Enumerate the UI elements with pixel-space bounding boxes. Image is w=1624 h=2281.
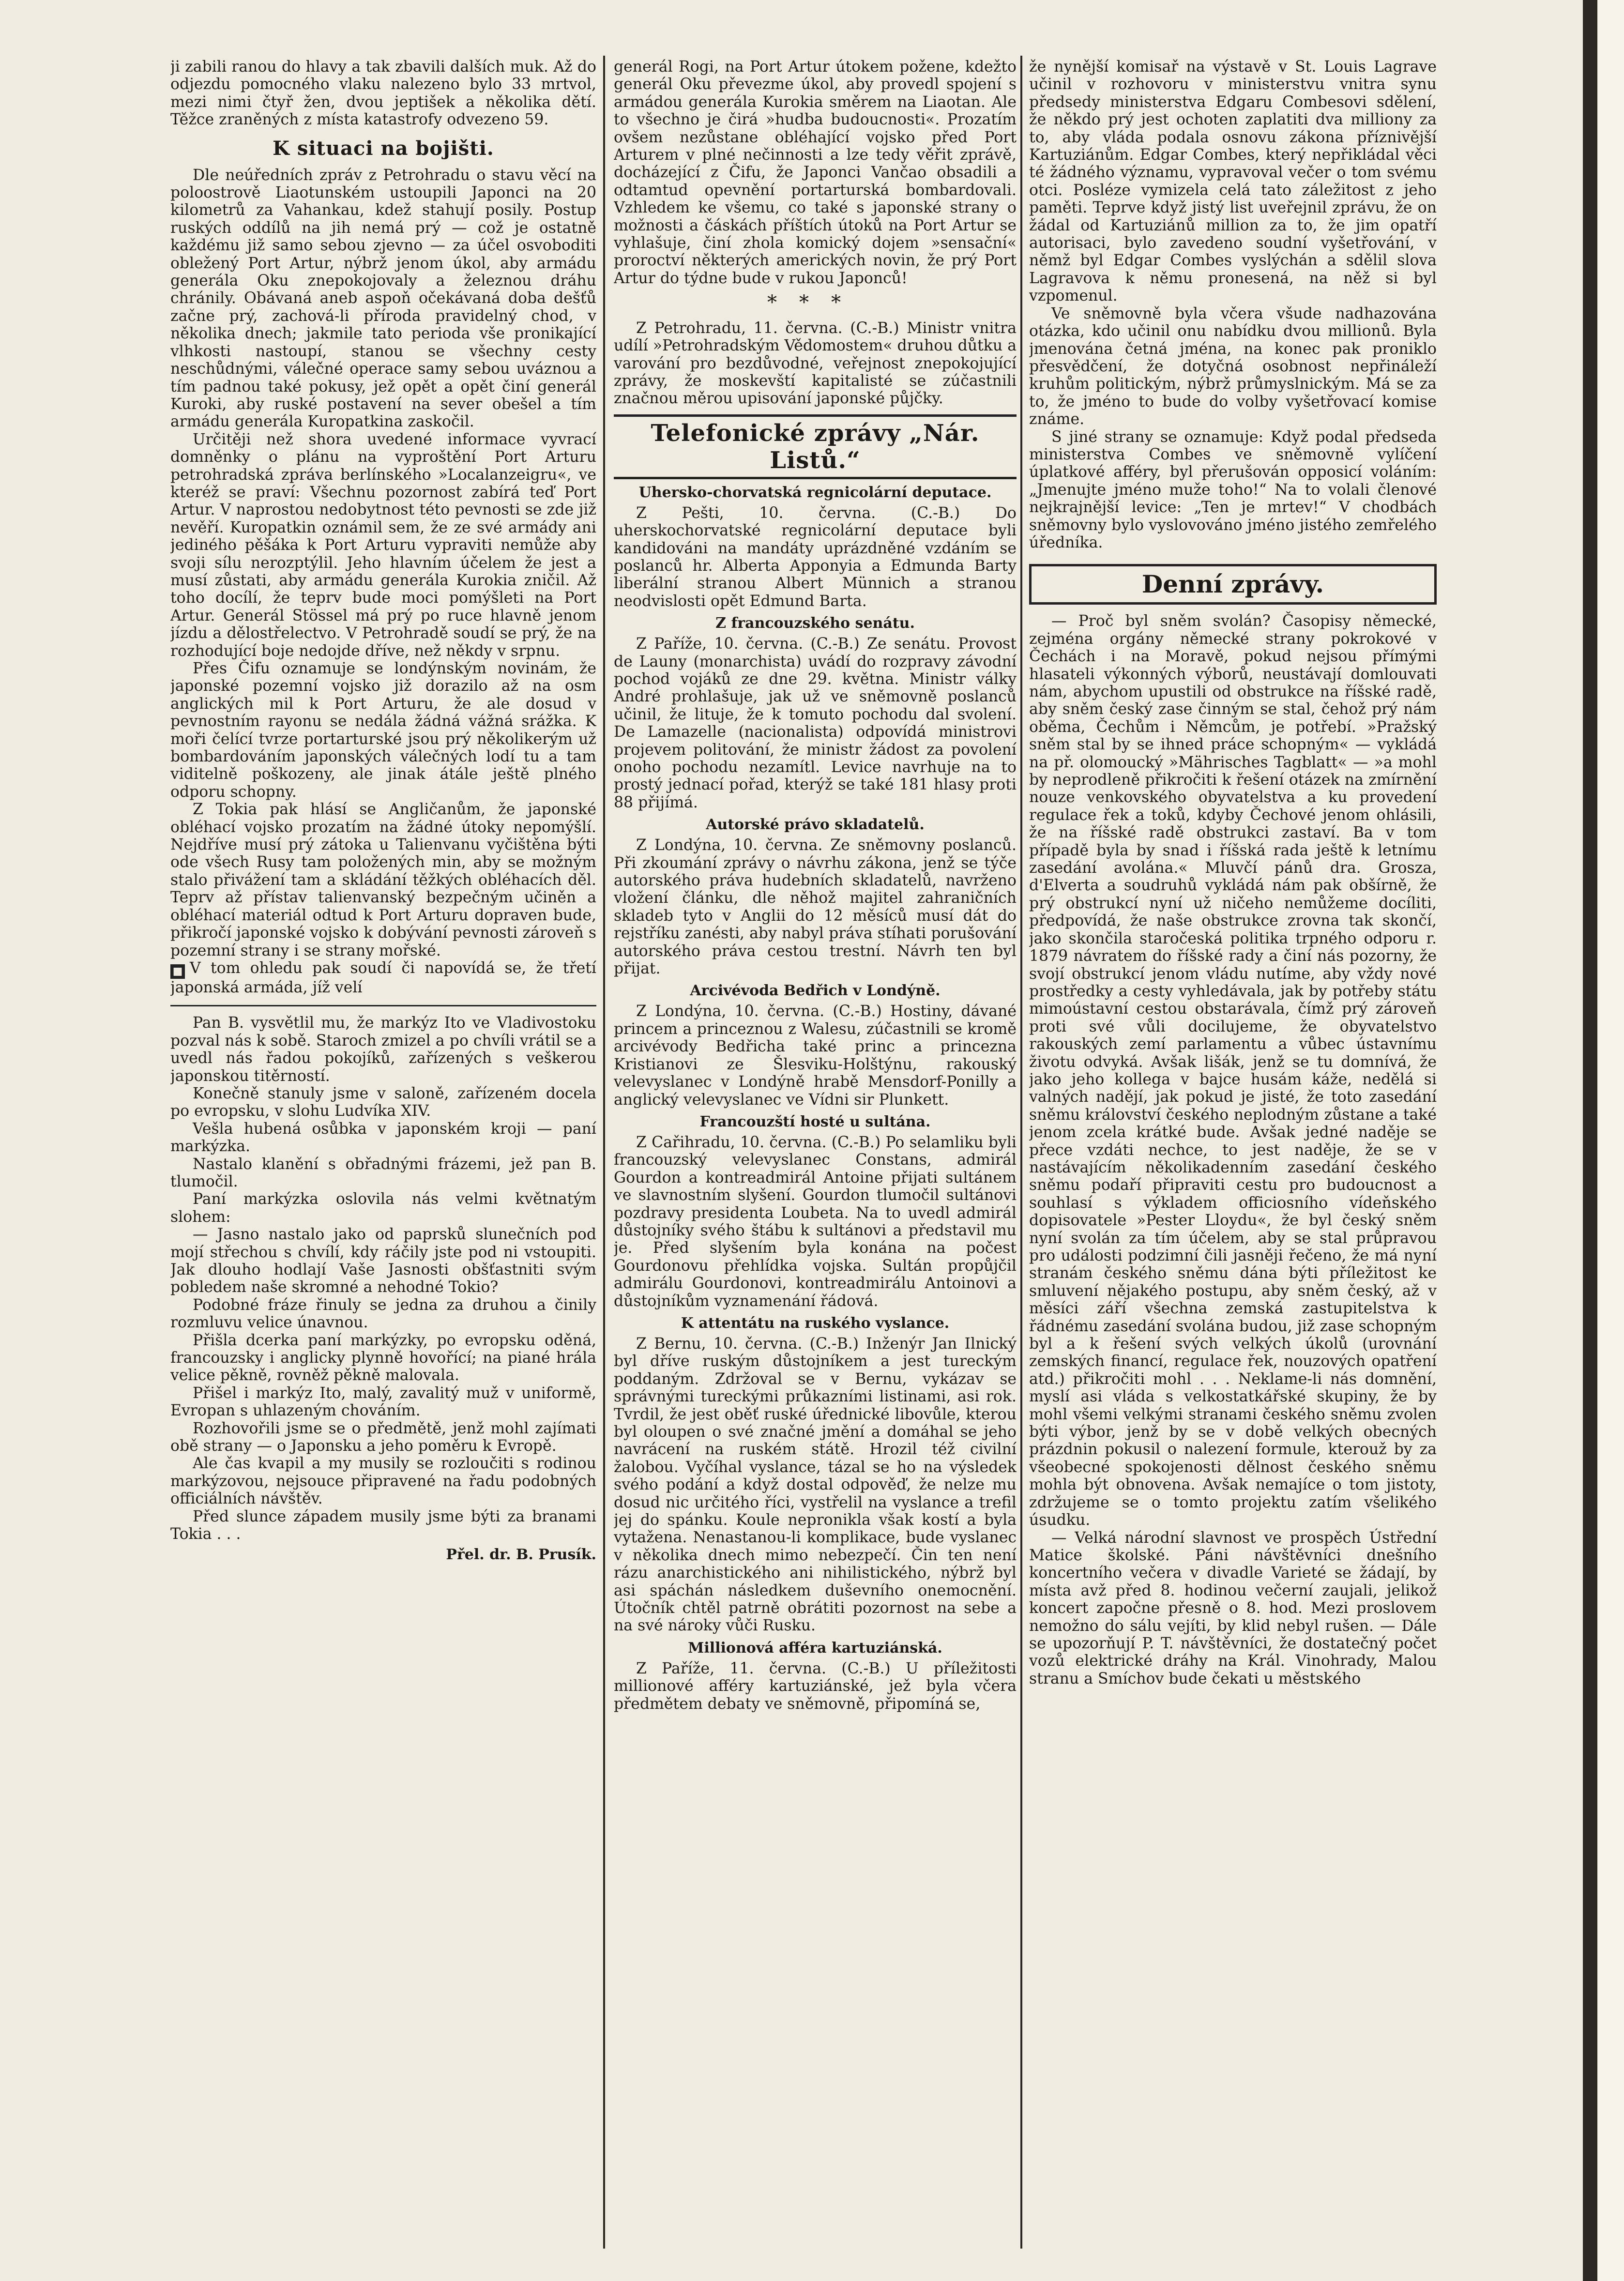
article-paragraph: že nynější komisař na výstavě v St. Louis Lagrave učinil v rozhovoru v ministerstvu vnitra synu předsedy ministerstva Edgaru Combesovi sdělení, že někdo prý jest ochoten zaplatiti dva milliony za to, aby vláda podala osnovu zákona příznivější Kartuziánům. Edgar Combes, který nepřikládal věci té žádného významu, vypravoval večer o tom svému otci. Posléze vymizela celá tato záležitost z jeho paměti. Teprve když jistý list uveřejnil zprávu, že on žádal od Kartuziánů million za to, že jim opatří autorisaci, bylo zavedeno soudní vyšetřování, v němž byl Edgar Combes vyslýchán a sdělil slova Lagravova k němu pronesená, na něž si byl vzpomenul. [1029,58,1437,305]
column-2 [614,58,1017,2266]
feuilleton-paragraph: Paní markýzka oslovila nás velmi květnatým slohem: [170,1190,596,1226]
column-rule-1 [603,56,605,2249]
news-heading: Z francouzského senátu. [715,615,915,632]
news-paragraph: Z Cařihradu, 10. června. (C.-B.) Po selamliku byli francouzský velevyslanec Constans, admirál Gourdon a kontreadmirál Antoine přijati sultánem ve slavnostním slyšení. Gourdon tlumočil sultánovi pozdravy presidenta Loubeta. Na to uvedl admirál důstojníky svého štábu k sultánovi a představil mu je. Před slyšením byla konána na počest Gourdonovu přehlídka vojska. Sultán propůjčil admirálu Gourdonovi, kontreadmirálu Antoinovi a důstojníkům vyznamenání řádová. [614,1133,1017,1310]
news-paragraph: Z Pešti, 10. června. (C.-B.) Do uherskochorvatské regnicolární deputace byli kandidováni na mandáty uprázdněné vzdáním se poslanců hr. Alberta Apponyia a Edmunda Barty liberální stranou Albert Münnich a stranou neodvislosti opět Edmund Barta. [614,504,1017,610]
article-paragraph: — Proč byl sněm svolán? Časopisy německé, zejména orgány německé strany pokrokové v Čechách i na Moravě, pokud nejsou přímými hlasateli výkonných výborů, neustávají domlouvati nám, abychom upustili od obstrukce na říšské radě, aby sněm český zase činným se stal, čehož prý nám oběma, Čechům i Němcům, je potřebí. »Pražský sněm stal by se ihned práce schopným« — vykládá na př. olomoucký »Mährisches Tagblatt« — »a mohl by neprodleně přikročiti k řešení otázek na zmírnění nouze venkovského obyvatelstva a ku provedení regulace řek a toků, kdyby Čechové jenom ohlásili, že na říšské radě obstrukci zastaví. Ba v tom případě byla by snad i říšská rada ještě k letnímu zasedání avolána.« Mluvčí pánů dra. Grosza, d'Elverta a soudruhů vykládá nám pak obšírně, že prý obstrukcí nyní už ničeho nemůžeme docíliti, předpovídá, že naše obstrukce zrovna tak skončí, jako skončila staročeská politika trpného odporu r. 1879 návratem do říšské rady a činí nás pozorny, že svojí obstrukcí jenom vládu nutíme, aby vždy nové prostředky a cesty vyhledávala, jak by potřeby státu mimoústavní cestou obstarávala, čímž prý zároveň proti své vůli docilujeme, že obyvatelstvo rakouských zemí parlamentu a vůbec ústavnímu životu odvyká. Avšak lišák, jenž se tu domnívá, že jako jeho kollega v bajce husám káže, nedělá si valných nadějí, jak pokud je jisté, že toto zasedání sněmu království českého neplodným zůstane a také jenom zcela krátké bude. Avšak jedné naděje se přece vzdáti nechce, to jest naděje, že se v nastávajícím několikadenním zasedání českého sněmu podaří připraviti cestu pro budoucnost a souhlasí s výkladem officiosního vídeňského dopisovatele »Pester Lloydu«, že byl český sněm nyní svolán za tím účelem, aby se stal průpravou pro události podzimní čili jasněji řečeno, že má nyní stranám českého sněmu dána býti příležitost ke smluvení nějakého postupu, aby sněm český, až v měsíci září všechna zemská zastupitelstva k řádnému zasedání svolána budou, již zase schopným byl a k řešení svých velkých úkolů (urovnání zemských financí, regulace řek, nouzových opatření atd.) přikročiti mohl . . . Neklame-li nás domnění, myslí asi vláda s velkostatkářské skupiny, že by mohl všemi velkými stranami českého sněmu zvolen býti výbor, jenž by se v době velkých obecných prázdnin pokusil o nalezení formule, kterouž by za všeobecné spokojenosti dělnost českého sněmu mohla být obnovena. Avšak nemajíce o tom jistoty, zdržujeme se o tomto projektu zatím všelikého úsudku. [1029,612,1437,1529]
article-paragraph: ■ V tom ohledu pak soudí či napovídá se, že třetí japonská armáda, jíž velí [170,959,596,996]
article-paragraph: S jiné strany se oznamuje: Když podal předseda ministerstva Combes ve sněmovně vylíčení úplatkové afféry, byl přerušován opposicí voláním: „Jmenujte jméno muže toho!“ Na to volali členové nejkrajnější levice: „Ten je mrtev!“ V chodbách sněmovny bylo vyslovováno jméno jistého zemřelého úředníka. [1029,428,1437,551]
feuilleton-paragraph: — Jasno nastalo jako od paprsků slunečních pod mojí střechou s chvílí, kdy ráčily jste pod ni vstoupiti. Jak dlouho hodlají Vaše Jasnosti obšťastniti svým pobledem naše skromné a nehodné Tokio? [170,1226,596,1296]
telephone-news-banner: Telefonické zprávy „Nár. Listů.“ [614,414,1017,479]
feuilleton-paragraph: Přišel i markýz Ito, malý, zavalitý muž v uniformě, Evropan s uhlazeným chováním. [170,1384,596,1420]
article-paragraph: Z Tokia pak hlásí se Angličanům, že japonské obléhací vojsko prozatím na žádné útoky nepomýšlí. Nejdříve musí prý zátoka u Talienvanu vyčištěna býti ode všech Rusy tam položených min, aby se možným stalo přivážení tam a skládání těžkých obléhacích děl. Teprv až přístav talienvanský bezpečným učiněn a obléhací materiál odtud k Port Arturu dopraven bude, přikročí japonské vojsko k dobývání pevnosti zároveň s pozemní strany i se strany mořské. [170,801,596,959]
feuilleton-paragraph: Konečně stanuly jsme v saloně, zařízeném docela po evropsku, v slohu Ludvíka XIV. [170,1084,596,1120]
column-1 [170,58,596,2266]
daily-news-banner: Denní zprávy. [1029,564,1437,605]
news-heading: Uhersko-chorvatská regnicolární deputace. [638,484,992,501]
news-heading: Autorské právo skladatelů. [706,816,925,834]
news-paragraph: Z Paříže, 11. června. (C.-B.) U příležitosti millionové afféry kartuziánské, jež byla včera předmětem debaty ve sněmovně, připomíná se, [614,1659,1017,1713]
feuilleton-paragraph: Vešla hubená osůbka v japonském kroji — paní markýzka. [170,1120,596,1156]
column-rule-2 [1020,56,1022,2249]
article-paragraph: — Velká národní slavnost ve prospěch Ústřední Matice školské. Páni návštěvníci dnešního koncertního večera v divadle Varieté se žádají, by místa avž před 8. hodinou večerní zaujali, jelikož koncert započne přesně o 8. hod. Mezi proslovem nemožno do sálu vejíti, by klid nebyl rušen. — Dále se upozorňují P. T. návštěvníci, že dostatečný počet vozů elektrické dráhy na Král. Vinohrady, Malou stranu a Smíchov bude čekati u městského [1029,1529,1437,1688]
section-separator-stars: *** [767,291,863,314]
column-3 [1029,58,1437,2266]
feuilleton-divider [170,1005,596,1006]
article-paragraph: Přes Čifu oznamuje se londýnským novinám, že japonské pozemní vojsko již dorazilo až na osm anglických mil k Port Arturu, že ale dosud v pevnostním rayonu se nedála žádná vážná srážka. K moři čelící tvrze portarturské jsou prý několikerým už bombardováním japonských válečných lodí tu a tam viditelně poškozeny, ale jinak átále ještě plného odporu schopny. [170,660,596,801]
feuilleton-paragraph: Pan B. vysvětlil mu, že markýz Ito ve Vladivostoku pozval nás k sobě. Staroch zmizel a po chvíli vrátil se a uvedl nás řadou pokojíků, zařízených s veškerou japonskou titěrností. [170,1014,596,1085]
feuilleton-paragraph: Ale čas kvapil a my musily se rozloučiti s rodinou markýzovou, nejsouce připravené na řadu podobných officiálních návštěv. [170,1455,596,1508]
article-paragraph: generál Rogi, na Port Artur útokem požene, kdežto generál Oku převezme úkol, aby provedl spojení s armádou generála Kurokia směrem na Liaotan. Ale to všechno je čirá »hudba budoucnosti«. Prozatím ovšem nezůstane obléhající vojsko před Port Arturem v plné nečinnosti a lze tedy věřit zprávě, docházející z Čifu, že Japonci Vančao obsadili a odtamtud opevnění portarturská bombardovali. Vzhledem ke všemu, co také s japonské strany o možnosti a čáskách příštích útoků na Port Artur se vyhlašuje, činí zhola komický dojem »sensační« proroctví některých amerických novin, že prý Port Artur do týdne bude v rukou Japonců! [614,58,1017,287]
article-paragraph: Určitěji než shora uvedené informace vyvrací domněnky o plánu na vyproštění Port Arturu petrohradská zpráva berlínského »Localanzeigru«, ve kteréž se praví: Všechnu pozornost zabírá teď Port Artur. V naprostou nedobytnost této pevnosti se zde již nevěří. Kuropatkin oznámil sem, že ze své armády ani jediného pěšáka k Port Arturu vypraviti nemůže aby svoji sílu nerozptýlil. Jeho hlavním účelem že jest a musí zůstati, aby armádu generála Kurokia zničil. Až toho docílí, že teprv bude moci pomýšleti na Port Artur. Generál Stössel má prý po ruce hlavně jenom jízdu a dělostřelectvo. V Petrohradě soudí se prý, že na rozhodující boje nedojde dříve, než někdy v srpnu. [170,430,596,660]
article-paragraph: Dle neúředních zpráv z Petrohradu o stavu věcí na poloostrově Liaotunském ustoupili Japonci na 20 kilometrů za Vahankau, kdež stahují posily. Postup ruských oddílů na jih nemá prý — což je ostatně každému již samo sebou zjevno — za účel osvoboditi obležený Port Artur, nýbrž jenom úkol, aby armádu generála Oku znepokojovaly a železnou dráhu chránily. Obávaná aneb aspoň očekávaná doba dešťů začne prý, zachová-li příroda pravidelný chod, v několika dnech; jakmile tato perioda vše pronikající vlhkosti nastoupí, stanou se všechny cesty neschůdnými, válečné operace samy sebou uváznou a tím padnou také pokusy, jež opět a opět činí generál Kuroki, aby ruské postavení na sever obešel a tím armádu generála Kuropatkina zaskočil. [170,166,596,431]
feuilleton-paragraph: Podobné fráze řinuly se jedna za druhou a činily rozmluvu velice únavnou. [170,1296,596,1332]
section-heading: K situaci na bojišti. [273,137,494,160]
feuilleton-paragraph: Před slunce západem musily jsme býti za branami Tokia . . . [170,1507,596,1543]
news-paragraph: Z Bernu, 10. června. (C.-B.) Inženýr Jan Ilnický byl dříve ruským důstojníkem a jest tureckým poddaným. Zdržoval se v Bernu, vykázav se správnými tureckými průkazními listinami, asi rok. Tvrdil, že jest oběť ruské úřednické libovůle, kterou byl oloupen o své značné jmění a domáhal se jeho navrácení na ruském státě. Hrozil též civilní žalobou. Vyčíhal vyslance, tázal se ho na výsledek svého podání a když dostal odpověď, že nelze mu dosud nic určitého říci, vystřelil na vyslance a trefil jej do spánku. Koule nepronikla však kostí a byla vytažena. Nenastanou-li komplikace, bude vyslanec v několika dnech mimo nebezpečí. Čin ten není rázu anarchistického ani nihilistického, nýbrž byl asi spáchán následkem duševního onemocnění. Útočník chtěl patrně obrátiti pozornost na sebe a na své nároky vůči Rusku. [614,1335,1017,1635]
article-paragraph: ji zabili ranou do hlavy a tak zbavili dalších muk. Až do odjezdu pomocného vlaku nalezeno bylo 33 mrtvol, mezi nimi čtyř žen, dvou jeptišek a několika dětí. Těžce zraněných z místa katastrofy odvezeno 59. [170,58,596,129]
continuation-marker-icon: ■ [170,964,185,979]
news-paragraph: Z Londýna, 10. června. (C.-B.) Hostiny, dávané princem a princeznou z Walesu, zúčastnili se kromě arcivévody Bedřicha také princ a princezna Kristianovi ze Šlesviku-Holštýnu, rakouský velevyslanec v Londýně hrabě Mensdorf-Ponilly a anglický velevyslanec ve Vídni sir Plunkett. [614,1003,1017,1109]
feuilleton-paragraph: Rozhovořili jsme se o předmětě, jenž mohl zajímati obě strany — o Japonsku a jeho poměru k Evropě. [170,1419,596,1455]
news-heading: K attentátu na ruského vyslance. [681,1314,950,1332]
article-paragraph: Ve sněmovně byla včera všude nadhazována otázka, kdo učinil onu nabídku dvou millionů. Byla jmenována četná jména, na konec pak proniklo přesvědčení, že dotyčná osobnost nepřináleží kruhům politickým, nýbrž průmyslnickým. Má se za to, že jméno to bude do volby vyšetřovací komise známe. [1029,304,1437,428]
page-edge-margin [1597,0,1624,2281]
news-paragraph: Z Paříže, 10. června. (C.-B.) Ze senátu. Provost de Launy (monarchista) uvádí do rozpravy závodní pochod vojáků ze dne 29. května. Ministr války André prohlašuje, jak už ve sněmovně poslanců učinil, že litujе, že k tomuto pochodu dal svolení. De Lamazelle (nacionalista) odpovídá ministrovi projevem politování, že ministr žádost za povolení onoho pochodu nezamítl. Levice navrhuje na to prostý jednací pořad, kterýž se také 181 hlasy proti 88 přijímá. [614,635,1017,811]
feuilleton-paragraph: Nastalo klanění s obřadnými frázemi, jež pan B. tlumočil. [170,1155,596,1190]
article-paragraph: Z Petrohradu, 11. června. (C.-B.) Ministr vnitra udílí »Petrohradským Vědomostem« druhou důtku a varování pro bezdůvodné, veřejnost znepokojující zprávy, že moskevští kapitalisté se zúčastnili značnou měrou upisování japonské půjčky. [614,319,1017,408]
news-heading: Arcivévoda Bedřich v Londýně. [690,982,941,1000]
news-paragraph: Z Londýna, 10. června. Ze sněmovny poslanců. Při zkoumání zprávy o návrhu zákona, jenž se týče autorského práva hudebních skladatelů, navrženo vložení článku, dle něhož majitel zahraničních skladeb tyto v Anglii do 12 měsíců musí dát do rejstříku zanésti, aby nabyl práva stíhati porušování autorského práva cestou trestní. Návrh ten byl přijat. [614,836,1017,978]
translator-signature: Přel. dr. B. Prusík. [446,1546,596,1563]
feuilleton-paragraph: Přišla dcerka paní markýzky, po evropsku oděná, francouzsky i anglicky plynně hovořící; na piané hrála velice pěkně, rovněž pěkně malovala. [170,1331,596,1384]
news-heading: Millionová afféra kartuziánská. [688,1639,942,1657]
news-heading: Francouzští hosté u sultána. [699,1113,931,1130]
